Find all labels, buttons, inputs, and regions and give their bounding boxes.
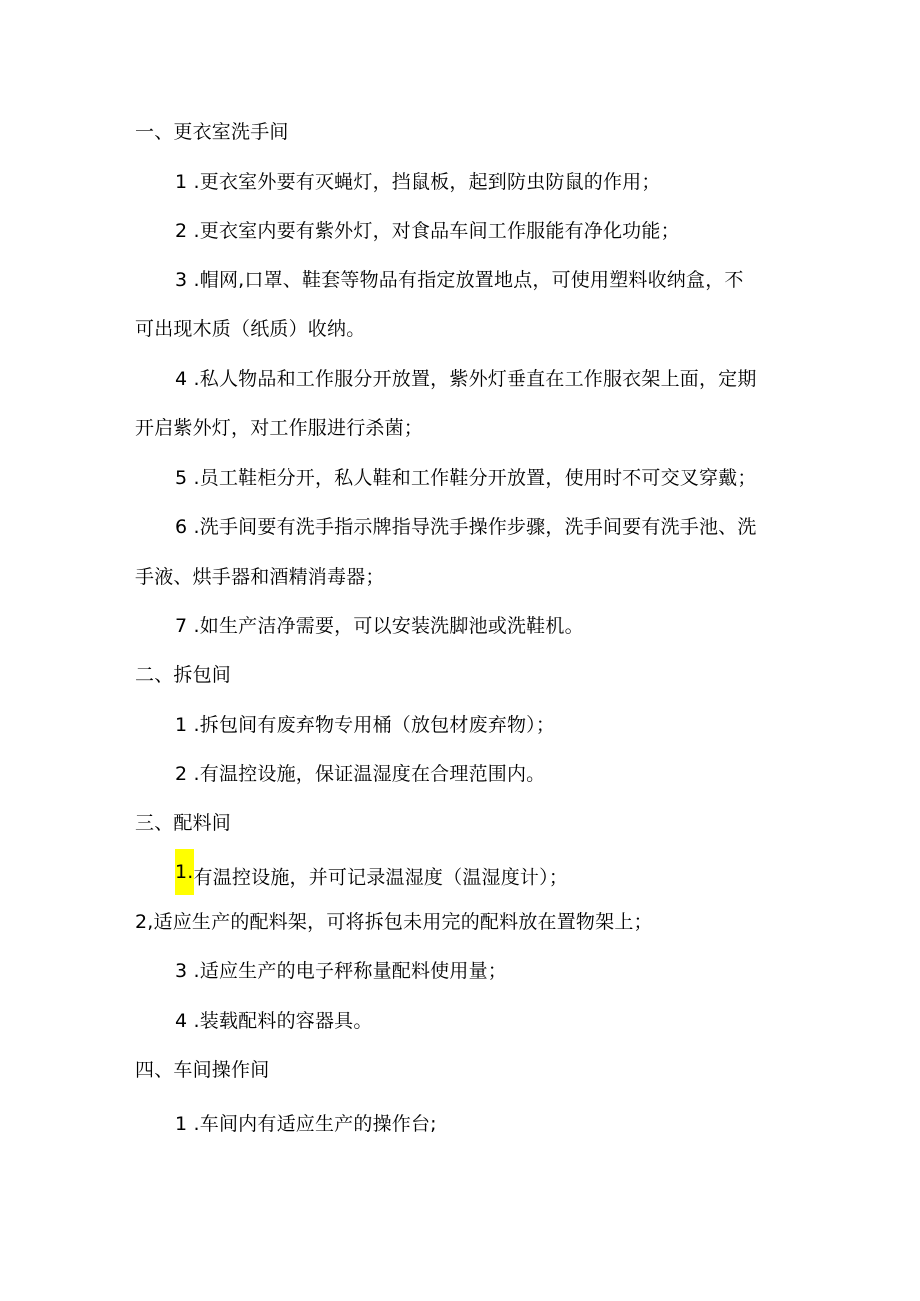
list-item: 2,适应生产的配料架，可将拆包未用完的配料放在置物架上； bbox=[135, 911, 653, 933]
list-item-continuation: 手液、烘手器和酒精消毒器； bbox=[135, 566, 385, 588]
list-item: 3 .适应生产的电子秤称量配料使用量； bbox=[175, 960, 507, 982]
list-item bbox=[175, 861, 568, 895]
list-item: 1 .拆包间有废弃物专用桶（放包材废弃物）； bbox=[175, 714, 556, 736]
section-heading-3: 三、配料间 bbox=[135, 812, 232, 834]
list-item: 1 .更衣室外要有灭蝇灯，挡鼠板，起到防虫防鼠的作用； bbox=[175, 171, 661, 193]
list-item: 7 .如生产洁净需要，可以安装洗脚池或洗鞋机。 bbox=[175, 615, 584, 637]
list-item: 4 .装载配料的容器具。 bbox=[175, 1010, 373, 1032]
list-item: 1 .车间内有适应生产的操作台; bbox=[175, 1113, 437, 1135]
list-item-text: 有温控设施，并可记录温湿度（温湿度计）； bbox=[193, 866, 569, 889]
list-item: 2 .更衣室内要有紫外灯，对食品车间工作服能有净化功能； bbox=[175, 220, 680, 242]
list-item: 3 .帽网,口罩、鞋套等物品有指定放置地点，可使用塑料收纳盒，不 bbox=[175, 269, 744, 291]
list-item: 5 .员工鞋柜分开，私人鞋和工作鞋分开放置，使用时不可交叉穿戴； bbox=[175, 467, 757, 489]
section-heading-1: 一、更衣室洗手间 bbox=[135, 121, 289, 143]
list-item: 2 .有温控设施，保证温湿度在合理范围内。 bbox=[175, 763, 546, 785]
highlighted-number: 1. bbox=[175, 849, 194, 895]
list-item: 6 .洗手间要有洗手指示牌指导洗手操作步骤，洗手间要有洗手池、洗 bbox=[175, 516, 757, 538]
list-item-continuation: 开启紫外灯，对工作服进行杀菌； bbox=[135, 417, 424, 439]
list-item-continuation: 可出现木质（纸质）收纳。 bbox=[135, 318, 366, 340]
section-heading-2: 二、拆包间 bbox=[135, 664, 232, 686]
list-item: 4 .私人物品和工作服分开放置，紫外灯垂直在工作服衣架上面，定期 bbox=[175, 368, 757, 390]
section-heading-4: 四、车间操作间 bbox=[135, 1059, 270, 1081]
